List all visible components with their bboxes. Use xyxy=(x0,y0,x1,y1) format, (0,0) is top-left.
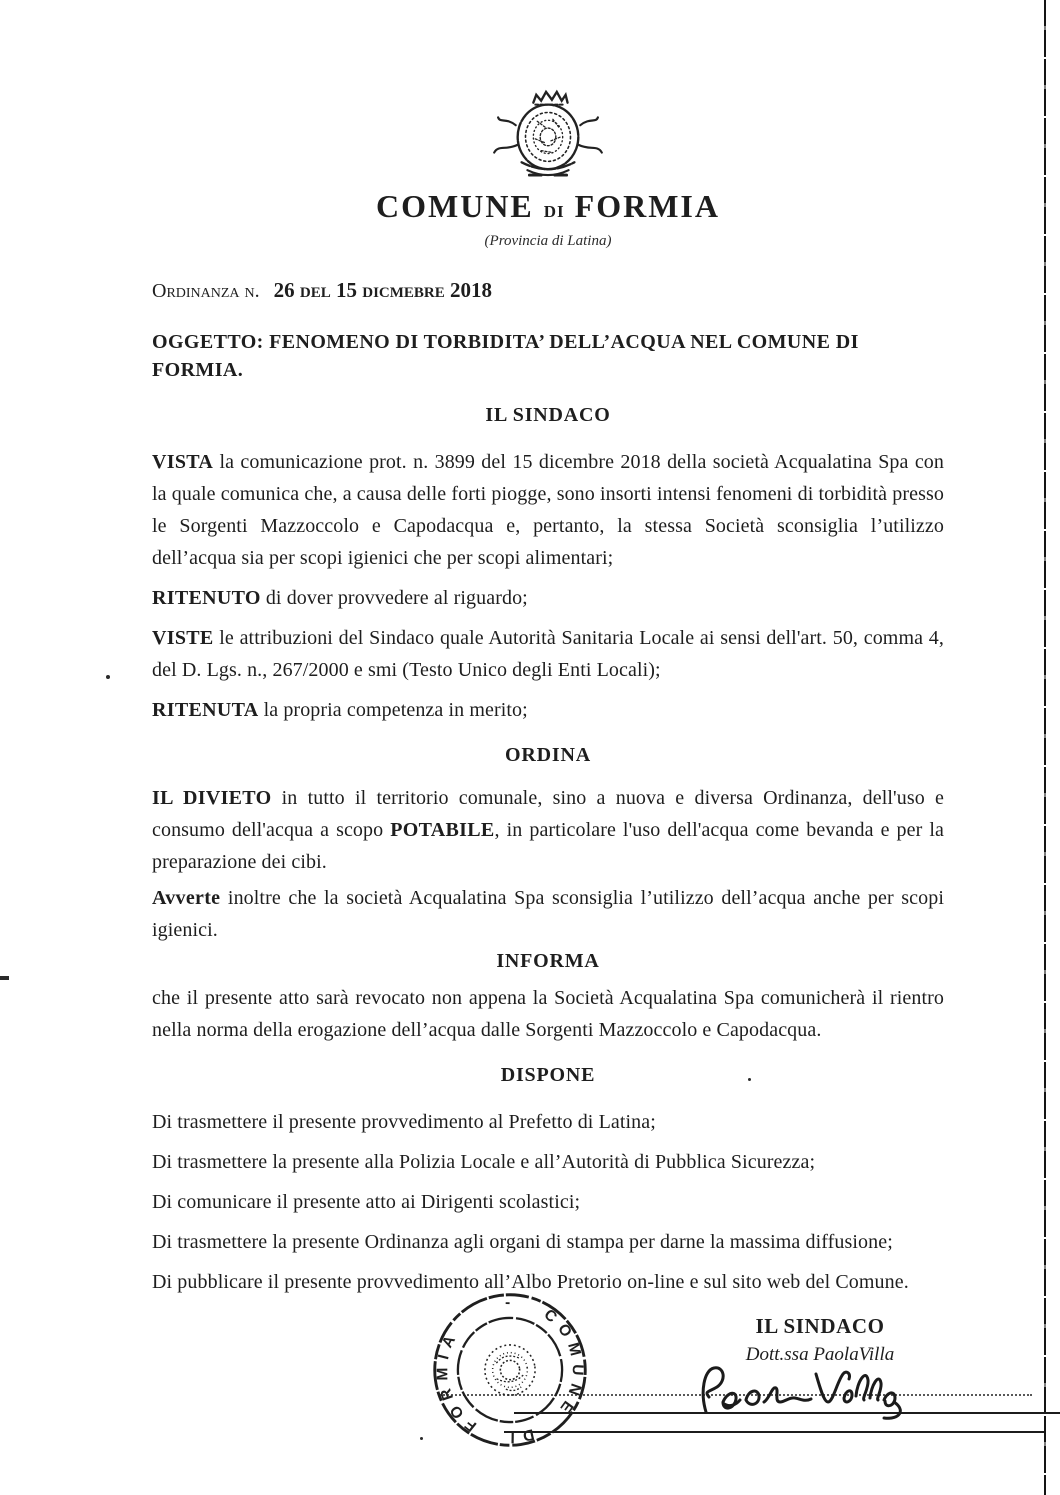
title-word: FORMIA xyxy=(574,188,720,224)
recital-text: di dover provvedere al riguardo; xyxy=(260,587,528,609)
recital-text: le attribuzioni del Sindaco quale Autorità Sanitaria Locale ai sensi dell'art. 50, comma 4, del D. Lgs. n., 267/2000 e smi (Testo Unico degli Enti Locali); xyxy=(152,627,944,681)
issuer-heading: IL SINDACO xyxy=(485,404,611,426)
dispone-heading: DISPONE xyxy=(500,1064,596,1086)
ordina-heading: ORDINA xyxy=(505,744,591,766)
scan-edge-artifact-line xyxy=(1044,0,1046,1495)
avverte-paragraph xyxy=(152,882,944,946)
avverte-text: inoltre che la società Acqualatina Spa sconsiglia l’utilizzo dell’acqua anche per scopi igienici. xyxy=(152,887,944,941)
svg-text:- COMUNE DI FORMIA: - COMUNE DI FORMIA xyxy=(434,1294,587,1447)
signature-role-label: IL SINDACO xyxy=(755,1314,885,1338)
recital-text: la propria competenza in merito; xyxy=(258,699,528,721)
handwritten-signature-icon xyxy=(692,1356,920,1428)
dispone-item: Di trasmettere la presente alla Polizia Locale e all’Autorità di Pubblica Sicurezza; xyxy=(152,1151,816,1173)
ordina-paragraph xyxy=(152,782,944,878)
title-word: COMUNE xyxy=(376,188,534,224)
recital-ritenuto xyxy=(152,582,944,614)
informa-heading: INFORMA xyxy=(496,950,600,972)
ordinance-number-line xyxy=(152,277,944,304)
recital-viste xyxy=(152,622,944,686)
dispone-item: Di trasmettere il presente provvedimento al Prefetto di Latina; xyxy=(152,1111,656,1133)
ordina-text: , in particolare l'uso dell'acqua come bevanda e per la preparazione dei cibi. xyxy=(152,819,944,873)
recital-lead: RITENUTA xyxy=(152,699,259,721)
subject-line: OGGETTO: FENOMENO DI TORBIDITA’ DELL’ACQUA NEL COMUNE DI FORMIA. xyxy=(152,331,859,381)
recital-text: la comunicazione prot. n. 3899 del 15 dicembre 2018 della società Acqualatina Spa con la quale comunica che, a causa delle forti piogge, sono insorti intensi fenomeni di torbidità presso le Sorgenti Mazzoccolo e Capodacqua e, pertanto, la stessa Società sconsiglia l’utilizzo dell’acqua sia per scopi igienici che per scopi alimentari; xyxy=(152,451,944,569)
document-body xyxy=(152,0,944,1298)
scan-artifact-dot xyxy=(106,675,110,679)
recital-vista xyxy=(152,446,944,574)
page-subtitle: (Provincia di Latina) xyxy=(484,233,612,249)
signature-name-label: Dott.ssa PaolaVilla xyxy=(745,1344,895,1365)
ordina-lead: IL DIVIETO xyxy=(152,787,272,809)
round-stamp-icon xyxy=(428,1288,592,1452)
recital-lead: RITENUTO xyxy=(152,587,261,609)
ordinance-number-date: 26 del 15 dicmebre 2018 xyxy=(273,278,493,302)
scan-artifact-dash xyxy=(0,976,9,980)
document-header xyxy=(152,0,944,251)
recital-lead: VISTE xyxy=(152,627,214,649)
municipal-crest-icon xyxy=(487,88,609,178)
ordina-bold-word: POTABILE xyxy=(390,819,495,841)
dispone-item: Di comunicare il presente atto ai Dirigenti scolastici; xyxy=(152,1191,581,1213)
page-title xyxy=(152,189,944,227)
dispone-item: Di pubblicare il presente provvedimento all’Albo Pretorio on-line e sul sito web del Comune. xyxy=(152,1271,909,1293)
recital-lead: VISTA xyxy=(152,451,214,473)
dispone-item: Di trasmettere la presente Ordinanza agli organi di stampa per darne la massima diffusione; xyxy=(152,1231,893,1253)
ordinance-label: Ordinanza n. xyxy=(152,280,260,302)
informa-paragraph: che il presente atto sarà revocato non appena la Società Acqualatina Spa comunicherà il rientro nella norma della erogazione dell’acqua dalle Sorgenti Mazzoccolo e Capodacqua. xyxy=(152,987,944,1041)
recital-ritenuta xyxy=(152,694,944,726)
scan-artifact-dot xyxy=(420,1437,423,1440)
avverte-lead: Avverte xyxy=(152,887,221,909)
title-word: di xyxy=(543,197,565,223)
ordina-text: in tutto il territorio comunale, sino a nuova e diversa Ordinanza, dell'uso e consumo dell'acqua a scopo xyxy=(152,787,944,841)
